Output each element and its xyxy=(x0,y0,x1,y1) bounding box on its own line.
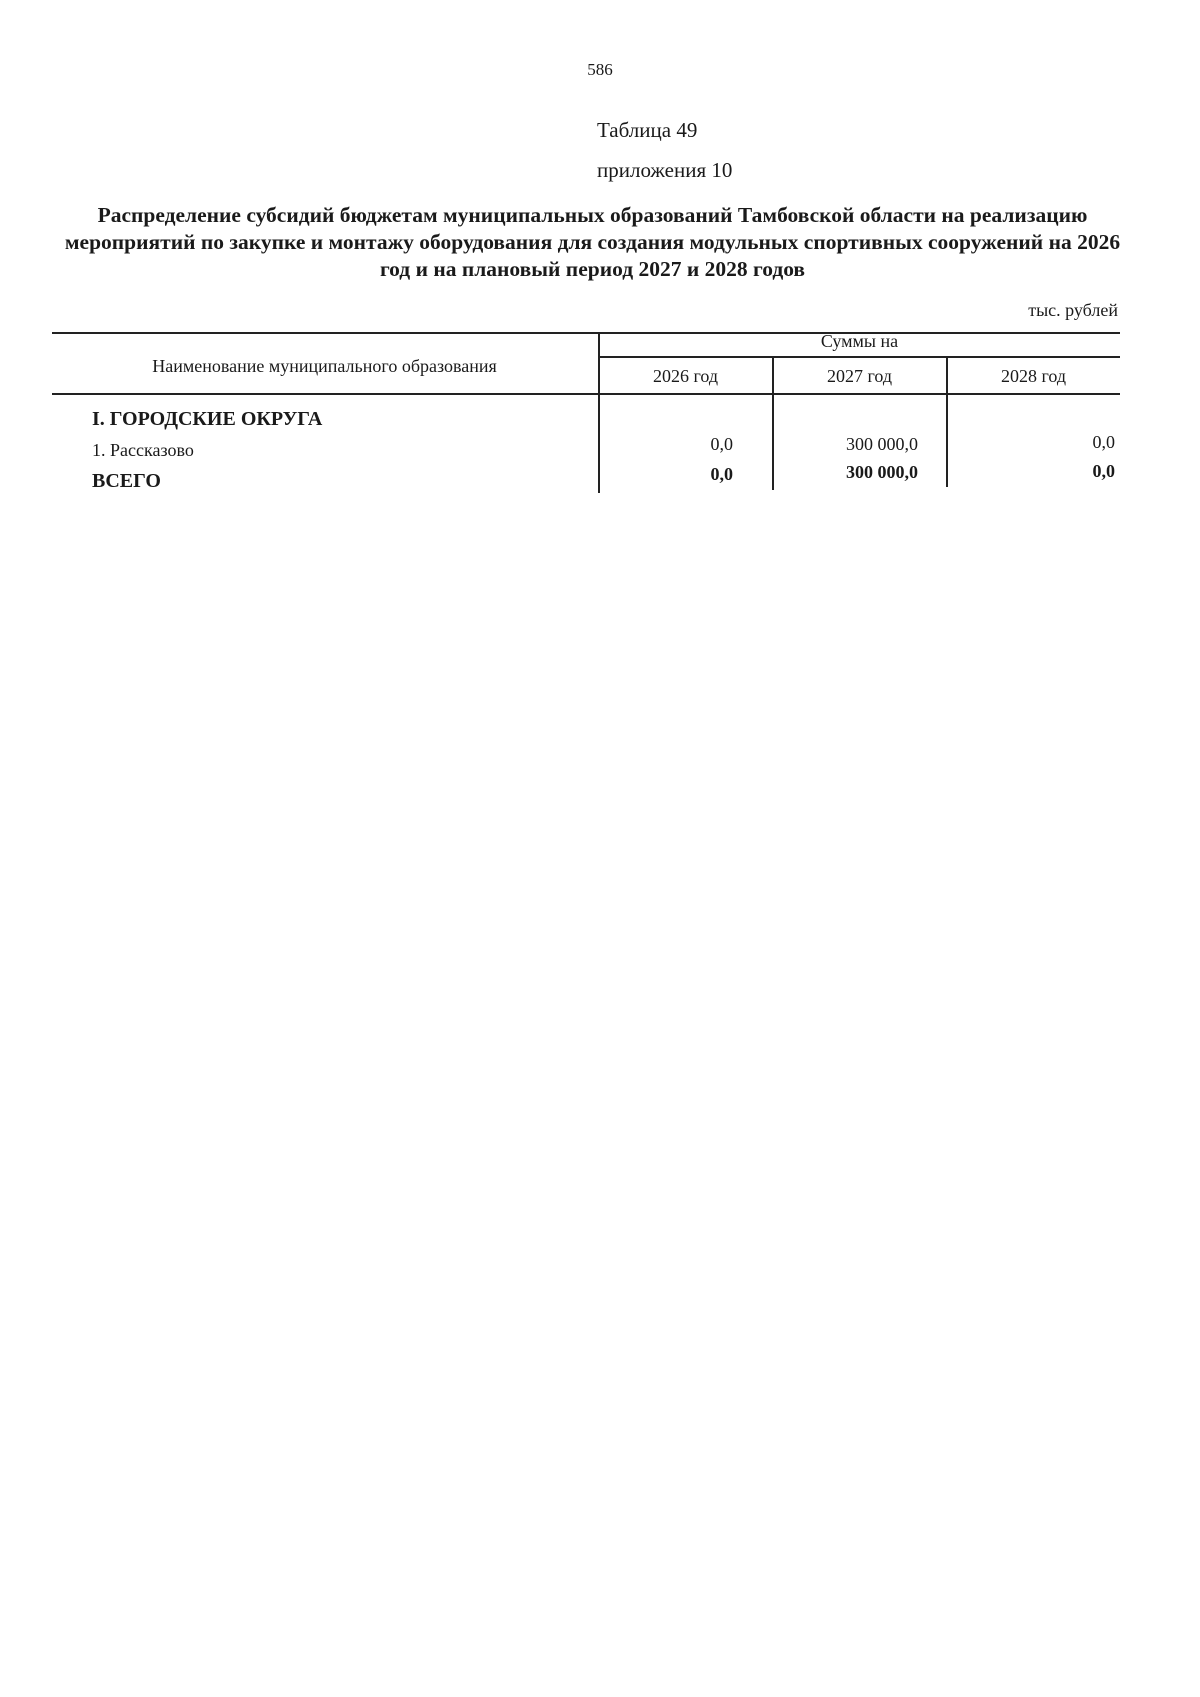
header-year-2027: 2027 год xyxy=(826,366,893,386)
row-value-2027: 300 000,0 xyxy=(846,434,918,454)
document-title: Распределение субсидий бюджетам муниципальных образований Тамбовской области на реализацию мероприятий по закупке и монтажу оборудования для создания модульных спортивных сооружений на 2026 год и на плановый период 2027 и 2028 годов xyxy=(64,203,1121,281)
units-label: тыс. рублей xyxy=(1028,300,1118,320)
sums-subheader-rule xyxy=(599,356,1120,358)
group-label-city-districts: I. ГОРОДСКИЕ ОКРУГА xyxy=(92,408,323,430)
row-value-2028: 0,0 xyxy=(1092,432,1115,452)
header-municipality-name: Наименование муниципального образования xyxy=(152,356,497,376)
page-number: 586 xyxy=(587,60,613,79)
header-sums: Суммы на xyxy=(820,331,899,351)
table-ref-number: Таблица 49 xyxy=(597,118,698,142)
budget-table xyxy=(52,332,1120,502)
total-value-2028: 0,0 xyxy=(1092,461,1115,481)
total-label: ВСЕГО xyxy=(92,470,161,492)
total-value-2027: 300 000,0 xyxy=(846,462,918,482)
total-value-2026: 0,0 xyxy=(710,464,733,484)
row-value-2026: 0,0 xyxy=(710,434,733,454)
row-name: 1. Рассказово xyxy=(92,440,194,460)
table-ref-appendix: приложения 10 xyxy=(597,158,733,182)
header-bottom-rule xyxy=(52,393,1120,395)
header-year-2026: 2026 год xyxy=(652,366,719,386)
header-year-2028: 2028 год xyxy=(1000,366,1067,386)
